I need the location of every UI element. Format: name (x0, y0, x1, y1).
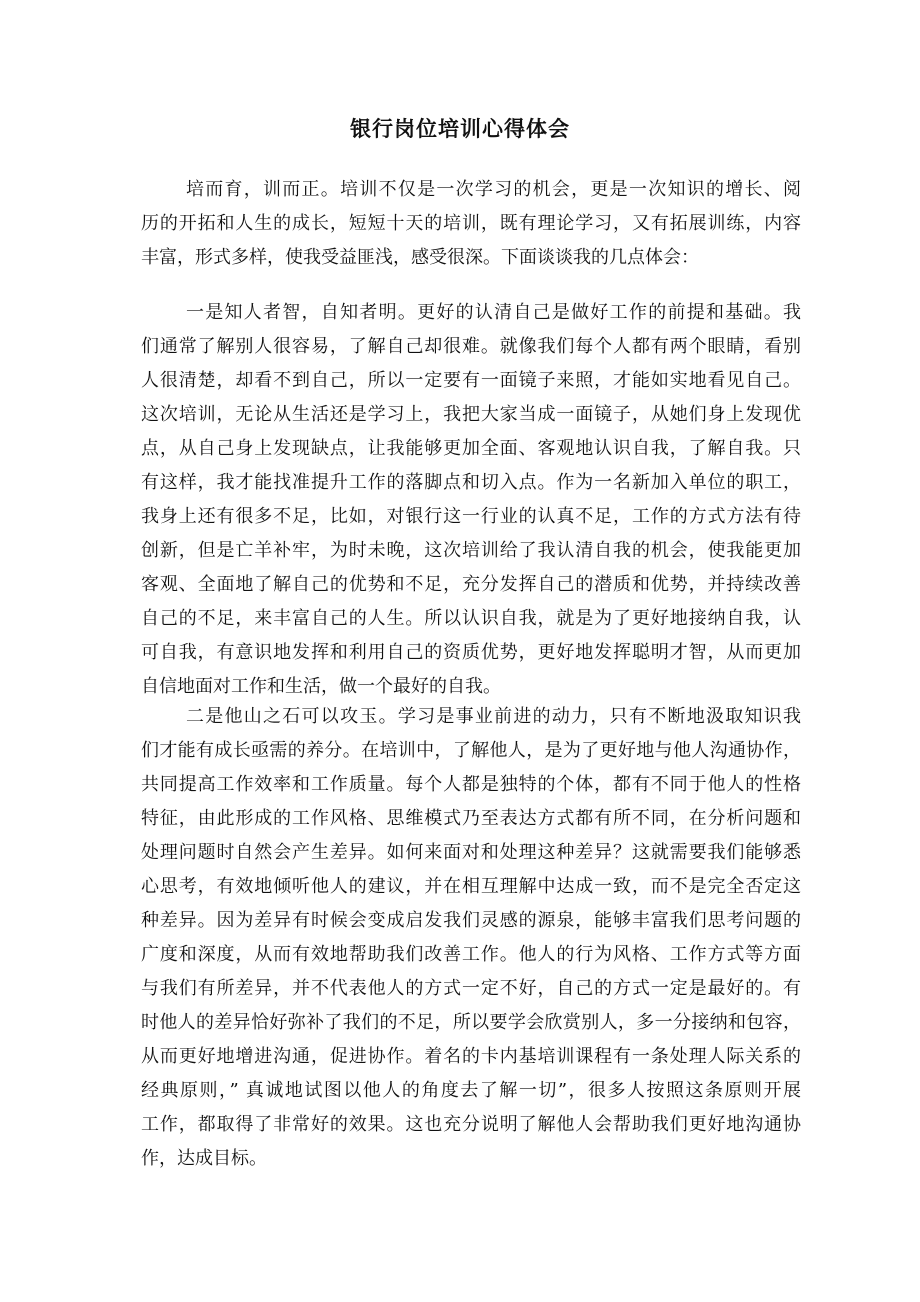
paragraph-line: 可自我，有意识地发挥和利用自己的资质优势，更好地发挥聪明才智，从而更加 (141, 642, 801, 663)
paragraph-line: 丰富，形式多样，使我受益匪浅，感受很深。下面谈谈我的几点体会： (141, 247, 699, 268)
paragraph-line: 们通常了解别人很容易，了解自己却很难。就像我们每个人都有两个眼睛，看别 (141, 336, 801, 357)
paragraph-line: 人很清楚，却看不到自己，所以一定要有一面镜子来照，才能如实地看见自己。 (141, 370, 801, 391)
paragraph-line: 工作，都取得了非常好的效果。这也充分说明了解他人会帮助我们更好地沟通协 (141, 1114, 801, 1135)
paragraph-line: 们才能有成长亟需的养分。在培训中，了解他人，是为了更好地与他人沟通协作， (141, 740, 801, 761)
paragraph-line: 心思考，有效地倾听他人的建议，并在相互理解中达成一致，而不是完全否定这 (141, 876, 801, 897)
paragraph-line: 历的开拓和人生的成长，短短十天的培训，既有理论学习，又有拓展训练，内容 (141, 213, 801, 234)
paragraph-line: 创新，但是亡羊补牢，为时未晚，这次培训给了我认清自我的机会，使我能更加 (141, 540, 801, 561)
paragraph-intro (141, 173, 801, 275)
paragraph-self-knowledge (141, 296, 801, 704)
paragraph-line: 种差异。因为差异有时候会变成启发我们灵感的源泉，能够丰富我们思考问题的 (141, 910, 801, 931)
paragraph-line: 时他人的差异恰好弥补了我们的不足，所以要学会欣赏别人，多一分接纳和包容， (141, 1012, 801, 1033)
paragraph-line: 一是知人者智，自知者明。更好的认清自己是做好工作的前提和基础。我 (186, 302, 801, 323)
document-title: 银行岗位培训心得体会 (350, 116, 570, 141)
paragraph-line: 从而更好地增进沟通，促进协作。着名的卡内基培训课程有一条处理人际关系的 (141, 1046, 801, 1067)
paragraph-line: 这次培训，无论从生活还是学习上，我把大家当成一面镜子，从她们身上发现优 (141, 404, 801, 425)
paragraph-line: 作，达成目标。 (141, 1148, 267, 1169)
paragraph-line: 广度和深度，从而有效地帮助我们改善工作。他人的行为风格、工作方式等方面 (141, 944, 801, 965)
paragraph-learn-from-others (141, 700, 801, 1176)
paragraph-line: 培而育，训而正。培训不仅是一次学习的机会，更是一次知识的增长、阅 (186, 179, 801, 200)
paragraph-line: 有这样，我才能找准提升工作的落脚点和切入点。作为一名新加入单位的职工， (141, 472, 801, 493)
paragraph-line: 共同提高工作效率和工作质量。每个人都是独特的个体，都有不同于他人的性格 (141, 774, 801, 795)
paragraph-line: 自己的不足，来丰富自己的人生。所以认识自我，就是为了更好地接纳自我，认 (141, 608, 801, 629)
paragraph-line: 特征，由此形成的工作风格、思维模式乃至表达方式都有所不同，在分析问题和 (141, 808, 801, 829)
paragraph-line: 点，从自己身上发现缺点，让我能够更加全面、客观地认识自我，了解自我。只 (141, 438, 801, 459)
paragraph-line: 经典原则，” 真诚地试图以他人的角度去了解一切”，很多人按照这条原则开展 (141, 1080, 801, 1101)
paragraph-line: 处理问题时自然会产生差异。如何来面对和处理这种差异？这就需要我们能够悉 (141, 842, 801, 863)
paragraph-line: 二是他山之石可以攻玉。学习是事业前进的动力，只有不断地汲取知识我 (186, 706, 801, 727)
paragraph-line: 与我们有所差异，并不代表他人的方式一定不好，自己的方式一定是最好的。有 (141, 978, 801, 999)
paragraph-line: 自信地面对工作和生活，做一个最好的自我。 (141, 676, 501, 697)
paragraph-line: 我身上还有很多不足，比如，对银行这一行业的认真不足，工作的方式方法有待 (141, 506, 801, 527)
paragraph-line: 客观、全面地了解自己的优势和不足，充分发挥自己的潜质和优势，并持续改善 (141, 574, 801, 595)
